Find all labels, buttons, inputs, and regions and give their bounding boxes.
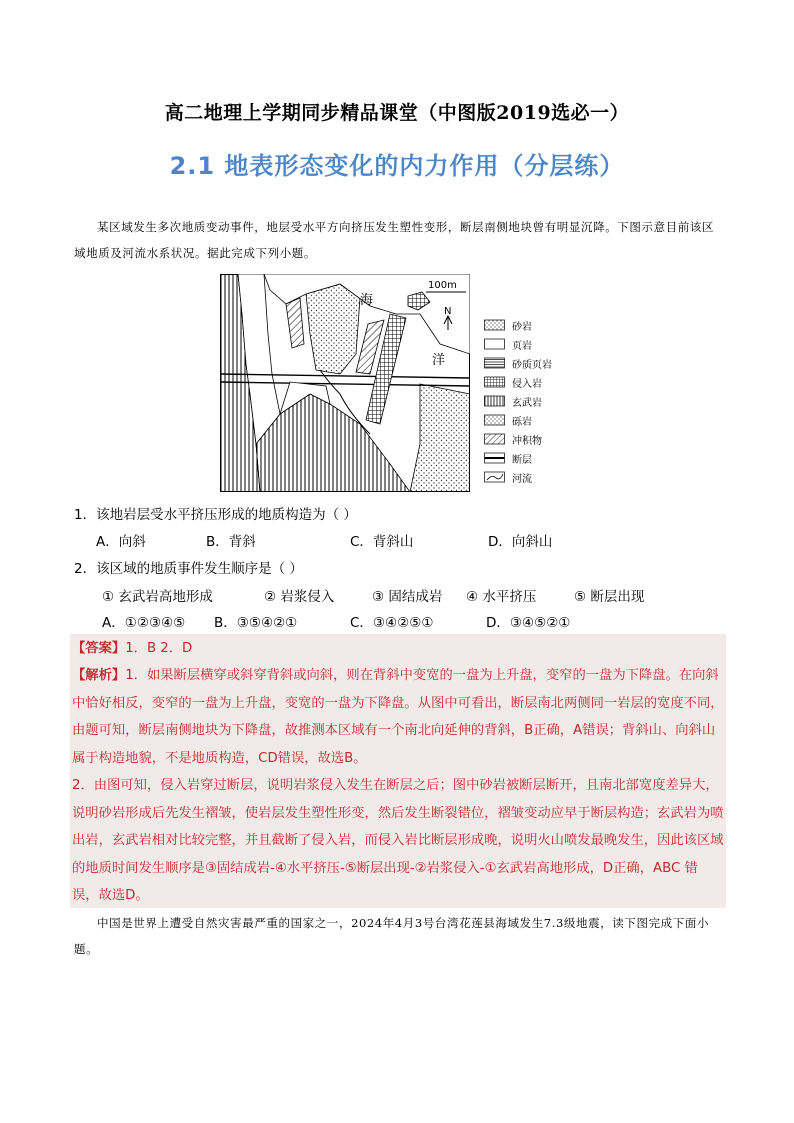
conglomerate-swatch	[485, 415, 505, 425]
q2-option-a: A．①②③④⑤	[102, 615, 186, 631]
legend-label-sandstone: 砂岩	[512, 322, 532, 333]
sandstone-swatch	[485, 320, 505, 330]
q2-event-1: ① 玄武岩高地形成	[102, 589, 213, 605]
lesson-subtitle: 2.1 地表形态变化的内力作用（分层练）	[169, 152, 625, 180]
legend-label-conglomerate: 砾岩	[512, 417, 532, 428]
legend-label-fault: 断层	[512, 455, 532, 466]
analysis-paragraph-2: 2．由图可知，侵入岩穿过断层，说明岩浆侵入发生在断层之后；图中砂岩被断层断开，且南北部宽度差异大，说明砂岩形成后先发生褶皱，使岩层发生塑性形变，然后发生断裂错位，褶皱变动应早于断层构造；玄武岩为喷出岩，玄武岩相对比较完整，并且截断了侵入岩，而侵入岩比断层形成晚，说明火山喷发最晚发生，因此该区域的地质时间发生顺序是③固结成岩-④水平挤压-⑤断层出现-②岩浆侵入-①玄武岩高地形成，D正确，ABC 错误，故选D。	[72, 778, 724, 904]
q2-event-5: ⑤ 断层出现	[574, 589, 645, 605]
analysis-paragraph-1	[72, 662, 724, 772]
q2-event-4: ④ 水平挤压	[466, 589, 537, 605]
geology-map	[220, 274, 470, 492]
legend-label-shale: 页岩	[512, 341, 532, 352]
question-1-stem: 1．该地岩层受水平挤压形成的地质构造为（ ）	[74, 507, 357, 523]
q2-option-b: B．③⑤④②①	[214, 615, 298, 631]
q1-option-c: C．背斜山	[350, 534, 414, 550]
q1-option-a: A．向斜	[96, 534, 146, 550]
answer-text: 1．B 2．D	[125, 641, 193, 656]
q2-event-2: ② 岩浆侵入	[264, 589, 335, 605]
legend-label-basalt: 玄武岩	[512, 398, 542, 409]
legend-label-sandy-shale: 砂质页岩	[512, 360, 552, 371]
q2-option-c: C．③④②⑤①	[350, 615, 434, 631]
intrusive-rock-swatch	[485, 377, 505, 387]
shale-swatch	[485, 339, 505, 349]
analysis-text-1: 1．如果断层横穿或斜穿背斜或向斜，则在背斜中变宽的一盘为上升盘，变窄的一盘为下降盘。在向斜中恰好相反，变窄的一盘为上升盘，变宽的一盘为下降盘。从图中可看出，断层南北两侧同一岩层的宽度不同，由题可知，断层南侧地块为下降盘，故推测本区域有一个南北向延伸的背斜，B正确，A错误；背斜山、向斜山属于构造地貌，不是地质构造，CD错误，故选B。	[72, 668, 724, 766]
intro-paragraph: 某区域发生多次地质变动事件，地层受水平方向挤压发生塑性变形，断层南侧地块曾有明显沉降。下图示意目前该区域地质及河流水系状况。据此完成下列小题。	[74, 220, 715, 260]
legend-label-river: 河流	[512, 474, 532, 485]
answer-line	[72, 635, 724, 663]
analysis-tag: 【解析】	[72, 668, 126, 683]
document-title: 高二地理上学期同步精品课堂（中图版2019选必一）	[164, 102, 630, 124]
north-label: N	[444, 306, 452, 317]
q2-event-3: ③ 固结成岩	[372, 589, 443, 605]
intro-paragraph-2: 中国是世界上遭受自然灾害最严重的国家之一，2024年4月3号台湾花莲县海域发生7.3级地震，读下图完成下面小题。	[74, 916, 710, 956]
q2-option-d: D．③④⑤②①	[486, 615, 571, 631]
answer-tag: 【答案】	[72, 641, 126, 656]
legend-swatches	[484, 316, 508, 486]
legend-label-intrusive: 侵入岩	[512, 379, 542, 390]
sea-label: 海	[360, 293, 374, 308]
scale-label: 100m	[428, 280, 457, 291]
q1-option-d: D．向斜山	[488, 534, 553, 550]
ocean-label: 洋	[432, 353, 446, 368]
alluvium-swatch	[485, 434, 505, 444]
basalt-swatch	[485, 396, 505, 406]
legend-label-alluvium: 冲积物	[512, 436, 542, 447]
q1-option-b: B．背斜	[206, 534, 256, 550]
sandy-shale-swatch	[485, 358, 505, 368]
question-2-stem: 2．该区域的地质事件发生顺序是（ ）	[74, 561, 303, 577]
